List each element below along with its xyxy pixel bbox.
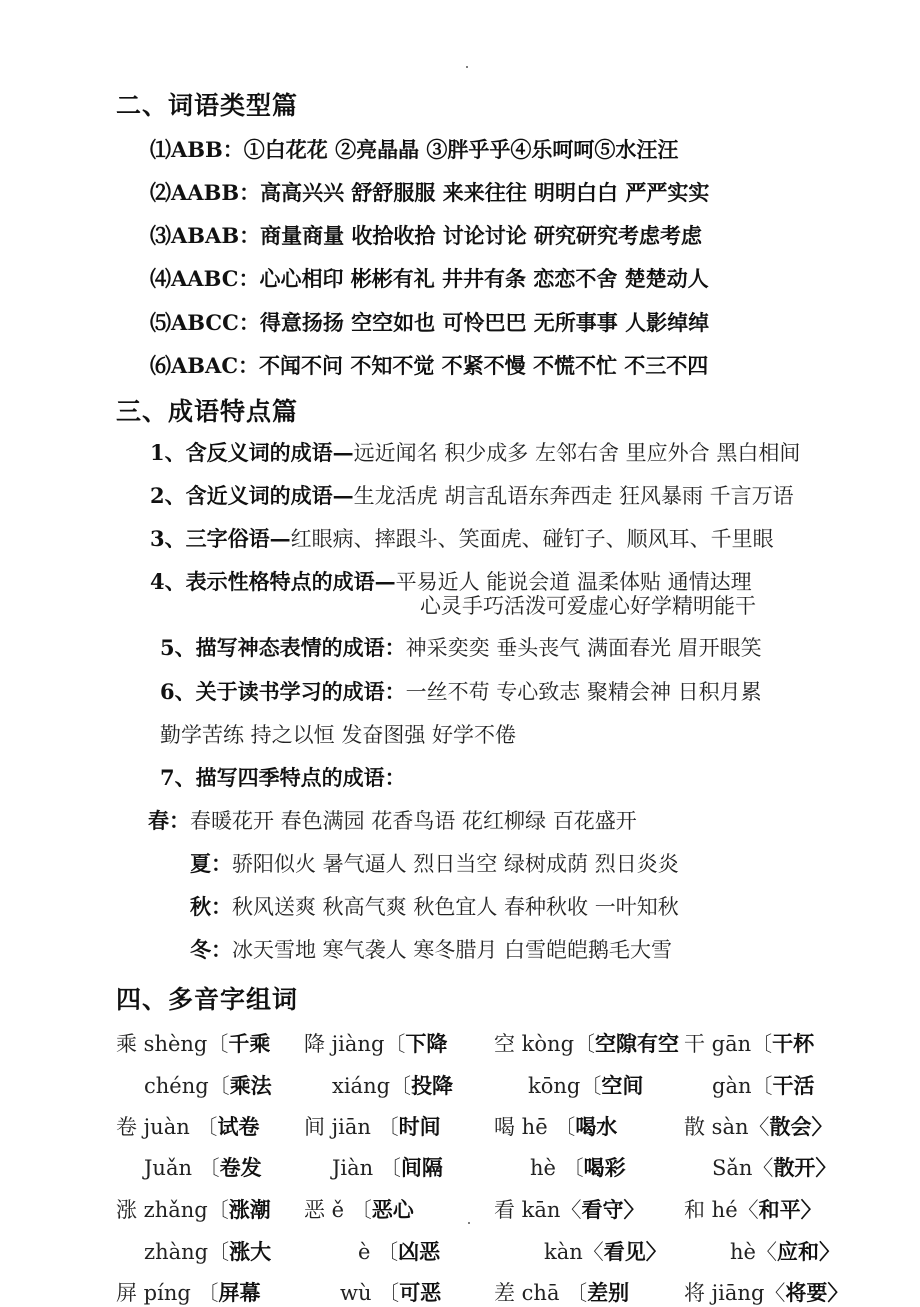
idiom-label: 1、含反义词的成语— xyxy=(150,440,354,465)
polyphone-word: 涨潮 xyxy=(228,1197,271,1222)
polyphone-pinyin: 卷 juàn 〔 xyxy=(116,1115,218,1139)
season-label: 冬： xyxy=(190,937,232,962)
polyphone-pinyin: 降 jiàng〔 xyxy=(304,1032,406,1056)
polyphone-entry xyxy=(494,1194,644,1224)
polyphone-pinyin: 将 jiāng〈 xyxy=(684,1281,786,1305)
season-text: 春暖花开 春色满园 花香鸟语 花红柳绿 百花盛开 xyxy=(190,809,637,833)
polyphone-entry xyxy=(332,1152,443,1182)
polyphone-word: 投降 xyxy=(411,1073,454,1098)
polyphone-word: 凶恶 xyxy=(398,1239,441,1264)
polyphone-word: 空间 xyxy=(601,1073,644,1098)
idiom-label: 6、关于读书学习的成语： xyxy=(160,679,406,704)
idiom-label: 4、表示性格特点的成语— xyxy=(150,569,396,594)
season-spring xyxy=(148,805,637,835)
polyphone-entry xyxy=(494,1111,617,1141)
idiom-label: 3、三字俗语— xyxy=(150,526,291,551)
polyphone-word: 涨大 xyxy=(229,1239,272,1264)
polyphone-pinyin: Juǎn 〔 xyxy=(144,1156,220,1180)
polyphone-word: 可恶 xyxy=(399,1280,442,1305)
polyphone-pinyin: 屏 píng 〔 xyxy=(116,1281,219,1305)
polyphone-pinyin: 涨 zhǎng〔 xyxy=(116,1198,229,1222)
polyphone-entry xyxy=(116,1111,259,1141)
polyphone-entry xyxy=(332,1070,453,1100)
polyphone-word: 看见〉 xyxy=(603,1239,667,1264)
section-heading-word-types: 二、词语类型篇 xyxy=(116,91,299,120)
polyphone-pinyin: kàn〈 xyxy=(544,1240,604,1264)
polyphone-word: 乘法 xyxy=(229,1073,272,1098)
polyphone-word: 下降 xyxy=(405,1031,448,1056)
idiom-label: 7、描写四季特点的成语： xyxy=(160,765,406,790)
idiom-text: 远近闻名 积少成多 左邻右舍 里应外合 黑白相间 xyxy=(353,441,801,465)
polyphone-pinyin: 看 kān〈 xyxy=(494,1198,582,1222)
polyphone-pinyin: Jiàn 〔 xyxy=(332,1156,401,1180)
polyphone-pinyin: 差 chā 〔 xyxy=(494,1281,588,1305)
polyphone-entry xyxy=(530,1152,626,1182)
polyphone-entry xyxy=(304,1028,447,1058)
season-text: 冰天雪地 寒气袭人 寒冬腊月 白雪皑皑鹅毛大雪 xyxy=(232,938,673,962)
polyphone-word: 差别 xyxy=(587,1280,630,1305)
polyphone-word: 试卷 xyxy=(217,1114,260,1139)
word-type-line: ⑶ABAB：商量商量 收拾收拾 讨论讨论 研究研究考虑考虑 xyxy=(150,223,703,248)
season-label: 秋： xyxy=(190,894,232,919)
polyphone-word: 散开〉 xyxy=(773,1155,837,1180)
polyphone-word: 将要〉 xyxy=(785,1280,849,1305)
polyphone-entry xyxy=(494,1277,629,1307)
polyphone-word: 屏幕 xyxy=(218,1280,261,1305)
polyphone-entry xyxy=(304,1194,414,1224)
season-label: 夏： xyxy=(190,851,232,876)
idiom-line xyxy=(160,632,762,662)
polyphone-pinyin: 空 kòng〔 xyxy=(494,1032,596,1056)
word-type-line: ⑵AABB：高高兴兴 舒舒服服 来来往往 明明白白 严严实实 xyxy=(150,180,710,205)
season-summer xyxy=(190,848,679,878)
polyphone-entry xyxy=(544,1236,667,1266)
season-text: 骄阳似火 暑气逼人 烈日当空 绿树成荫 烈日炎炎 xyxy=(232,852,679,876)
polyphone-entry xyxy=(304,1111,441,1141)
word-type-line: ⑷AABC：心心相印 彬彬有礼 井井有条 恋恋不舍 楚楚动人 xyxy=(150,266,709,291)
polyphone-entry xyxy=(340,1277,441,1307)
polyphone-pinyin: 和 hé〈 xyxy=(684,1198,759,1222)
polyphone-entry xyxy=(684,1277,848,1307)
polyphone-word: 恶心 xyxy=(371,1197,414,1222)
polyphone-entry xyxy=(116,1194,271,1224)
polyphone-pinyin: Sǎn〈 xyxy=(712,1156,774,1180)
polyphone-entry xyxy=(712,1070,815,1100)
idiom-line xyxy=(150,480,794,510)
polyphone-entry xyxy=(358,1236,440,1266)
polyphone-pinyin: zhàng〔 xyxy=(144,1240,230,1264)
polyphone-entry xyxy=(528,1070,643,1100)
polyphone-word: 看守〉 xyxy=(581,1197,645,1222)
section-heading-idioms: 三、成语特点篇 xyxy=(116,397,299,426)
season-text: 秋风送爽 秋高气爽 秋色宜人 春种秋收 一叶知秋 xyxy=(232,895,679,919)
polyphone-pinyin: kōng〔 xyxy=(528,1074,602,1098)
polyphone-word: 干杯 xyxy=(772,1031,815,1056)
polyphone-entry xyxy=(684,1194,822,1224)
polyphone-word: 喝水 xyxy=(575,1114,618,1139)
polyphone-entry xyxy=(494,1028,679,1058)
polyphone-entry xyxy=(684,1111,833,1141)
season-autumn xyxy=(190,891,679,921)
polyphone-entry xyxy=(116,1277,260,1307)
polyphone-entry xyxy=(730,1236,840,1266)
polyphone-pinyin: 间 jiān 〔 xyxy=(304,1115,399,1139)
season-winter xyxy=(190,934,672,964)
polyphone-word: 空隙有空 xyxy=(595,1031,680,1056)
polyphone-entry xyxy=(712,1152,836,1182)
polyphone-word: 千乘 xyxy=(228,1031,271,1056)
idiom-line xyxy=(160,676,762,706)
idiom-continuation: 心灵手巧活泼可爱虚心好学精明能干 xyxy=(420,594,756,618)
polyphone-word: 和平〉 xyxy=(758,1197,822,1222)
word-type-line: ⑴ABB：①白花花 ②亮晶晶 ③胖乎乎④乐呵呵⑤水汪汪 xyxy=(150,137,679,162)
idiom-line xyxy=(150,523,774,553)
idiom-label: 5、描写神态表情的成语： xyxy=(160,635,406,660)
scan-dot xyxy=(468,1222,470,1224)
polyphone-pinyin: 乘 shèng〔 xyxy=(116,1032,229,1056)
idiom-text: 红眼病、摔跟斗、笑面虎、碰钉子、顺风耳、千里眼 xyxy=(290,527,774,551)
scan-dot xyxy=(466,66,468,68)
polyphone-pinyin: 喝 hē 〔 xyxy=(494,1115,576,1139)
polyphone-entry xyxy=(116,1028,270,1058)
section-heading-polyphones: 四、多音字组词 xyxy=(116,985,299,1014)
idiom-label: 2、含近义词的成语— xyxy=(150,483,354,508)
idiom-text: 平易近人 能说会道 温柔体贴 通情达理 xyxy=(395,570,752,594)
polyphone-pinyin: gàn〔 xyxy=(712,1074,773,1098)
polyphone-word: 卷发 xyxy=(219,1155,262,1180)
polyphone-word: 时间 xyxy=(398,1114,441,1139)
polyphone-pinyin: wù 〔 xyxy=(340,1281,400,1305)
polyphone-pinyin: chéng〔 xyxy=(144,1074,230,1098)
idiom-text: 一丝不苟 专心致志 聚精会神 日积月累 xyxy=(405,680,762,704)
polyphone-pinyin: 恶 ě 〔 xyxy=(304,1198,372,1222)
word-type-line: ⑹ABAC：不闻不问 不知不觉 不紧不慢 不慌不忙 不三不四 xyxy=(150,353,709,378)
polyphone-pinyin: è 〔 xyxy=(358,1240,399,1264)
polyphone-entry xyxy=(144,1070,272,1100)
polyphone-entry xyxy=(144,1152,262,1182)
polyphone-word: 喝彩 xyxy=(583,1155,626,1180)
polyphone-pinyin: 散 sàn〈 xyxy=(684,1115,770,1139)
idiom-text: 生龙活虎 胡言乱语东奔西走 狂风暴雨 千言万语 xyxy=(353,484,794,508)
polyphone-pinyin: hè〈 xyxy=(730,1240,777,1264)
polyphone-entry xyxy=(684,1028,814,1058)
polyphone-word: 干活 xyxy=(772,1073,815,1098)
polyphone-entry xyxy=(144,1236,271,1266)
idiom-line xyxy=(150,437,800,467)
polyphone-pinyin: 干 gān〔 xyxy=(684,1032,773,1056)
polyphone-word: 间隔 xyxy=(400,1155,443,1180)
polyphone-pinyin: hè 〔 xyxy=(530,1156,584,1180)
idiom-continuation: 勤学苦练 持之以恒 发奋图强 好学不倦 xyxy=(160,723,517,747)
polyphone-word: 应和〉 xyxy=(776,1239,840,1264)
polyphone-word: 散会〉 xyxy=(769,1114,833,1139)
idiom-text: 神采奕奕 垂头丧气 满面春光 眉开眼笑 xyxy=(405,636,762,660)
season-label: 春： xyxy=(148,808,190,833)
polyphone-pinyin: xiáng〔 xyxy=(332,1074,412,1098)
word-type-line: ⑸ABCC：得意扬扬 空空如也 可怜巴巴 无所事事 人影绰绰 xyxy=(150,310,710,335)
